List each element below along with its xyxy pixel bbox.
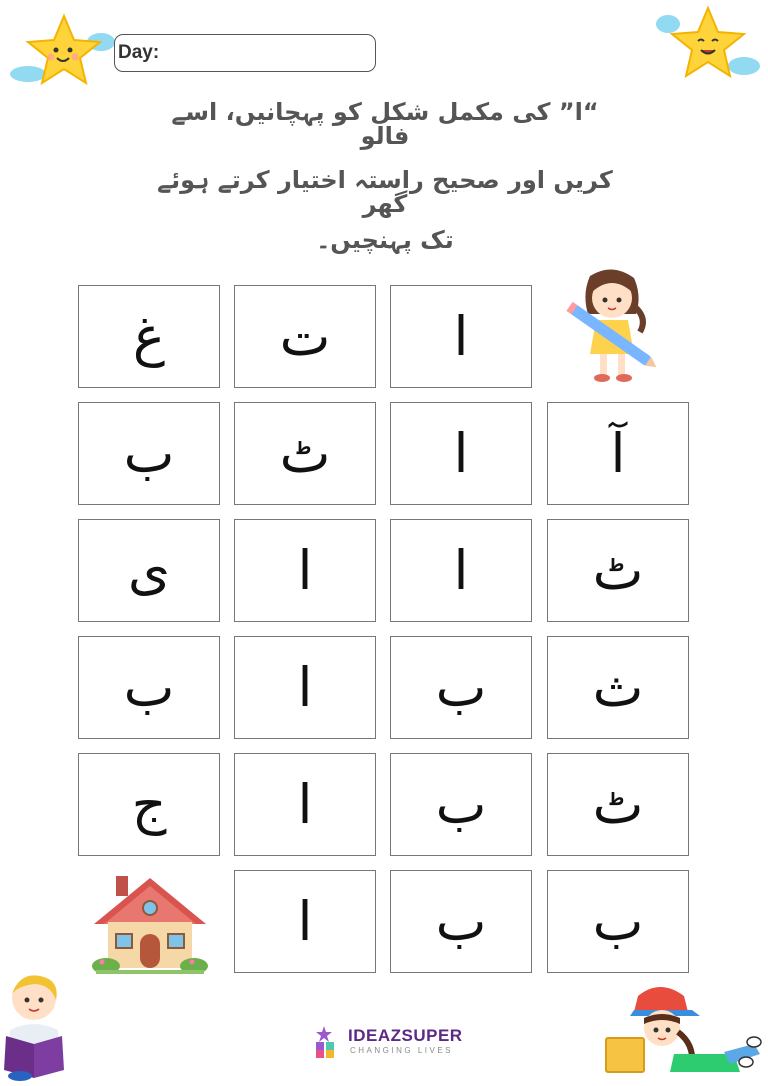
maze-cell[interactable] [390, 753, 532, 856]
maze-letter: ب [123, 421, 175, 485]
maze-cell[interactable] [547, 753, 689, 856]
maze-letter: ب [123, 655, 175, 719]
maze-letter: غ [132, 304, 166, 368]
maze-letter: ا [453, 304, 469, 368]
maze-letter: ا [297, 538, 313, 602]
maze-cell[interactable] [234, 870, 376, 973]
maze-letter: ث [592, 655, 644, 719]
maze-letter: ب [592, 889, 644, 953]
maze-cell[interactable] [547, 402, 689, 505]
maze-letter: ٹ [592, 772, 644, 836]
maze-letter: ا [297, 772, 313, 836]
instruction-line-2: کریں اور صحیح راستہ اختیار کرتے ہوئے گھر [157, 166, 613, 218]
maze-cell[interactable] [390, 870, 532, 973]
maze-letter: ا [453, 538, 469, 602]
maze-cell[interactable] [390, 285, 532, 388]
maze-letter: ت [279, 304, 331, 368]
star-top-left-icon [6, 12, 116, 87]
brand-logo [312, 1024, 482, 1060]
maze-letter: ا [297, 889, 313, 953]
brand-tagline: CHANGING LIVES [350, 1046, 454, 1055]
maze-cell[interactable] [234, 519, 376, 622]
maze-cell[interactable] [390, 636, 532, 739]
boy-reading-icon [0, 970, 70, 1082]
maze-cell[interactable] [390, 402, 532, 505]
maze-letter: ب [435, 655, 487, 719]
day-field[interactable] [114, 34, 376, 72]
brand-name: IDEAZSUPER [348, 1026, 463, 1045]
instruction-line-3: تک پہنچیں۔ [316, 226, 454, 254]
maze-cell[interactable] [547, 519, 689, 622]
maze-letter: ا [297, 655, 313, 719]
maze-letter: ب [435, 772, 487, 836]
star-top-right-icon [654, 2, 762, 82]
maze-cell[interactable] [547, 636, 689, 739]
maze-cell[interactable] [78, 753, 220, 856]
maze-letter: ا [453, 421, 469, 485]
maze-letter: ب [435, 889, 487, 953]
maze-cell[interactable] [78, 636, 220, 739]
maze-cell[interactable] [547, 870, 689, 973]
maze-letter: ج [131, 772, 167, 836]
maze-cell[interactable] [234, 285, 376, 388]
maze-cell[interactable] [78, 519, 220, 622]
maze-cell[interactable] [78, 402, 220, 505]
maze-letter: ٹ [279, 421, 331, 485]
maze-cell[interactable] [390, 519, 532, 622]
girl-with-pencil-icon [556, 266, 666, 392]
maze-cell[interactable] [234, 636, 376, 739]
maze-letter: آ [610, 421, 626, 485]
logo-icon [314, 1024, 344, 1058]
maze-letter: ٹ [592, 538, 644, 602]
maze-cell[interactable] [234, 753, 376, 856]
maze-letter: ی [127, 538, 171, 602]
house-icon [88, 872, 212, 976]
maze-cell[interactable] [78, 285, 220, 388]
day-label: Day: [118, 42, 160, 63]
girl-reading-icon [604, 982, 764, 1082]
maze-cell[interactable] [234, 402, 376, 505]
instruction-line-1: “ا” کی مکمل شکل کو پہچانیں، اسے فالو [171, 98, 599, 150]
